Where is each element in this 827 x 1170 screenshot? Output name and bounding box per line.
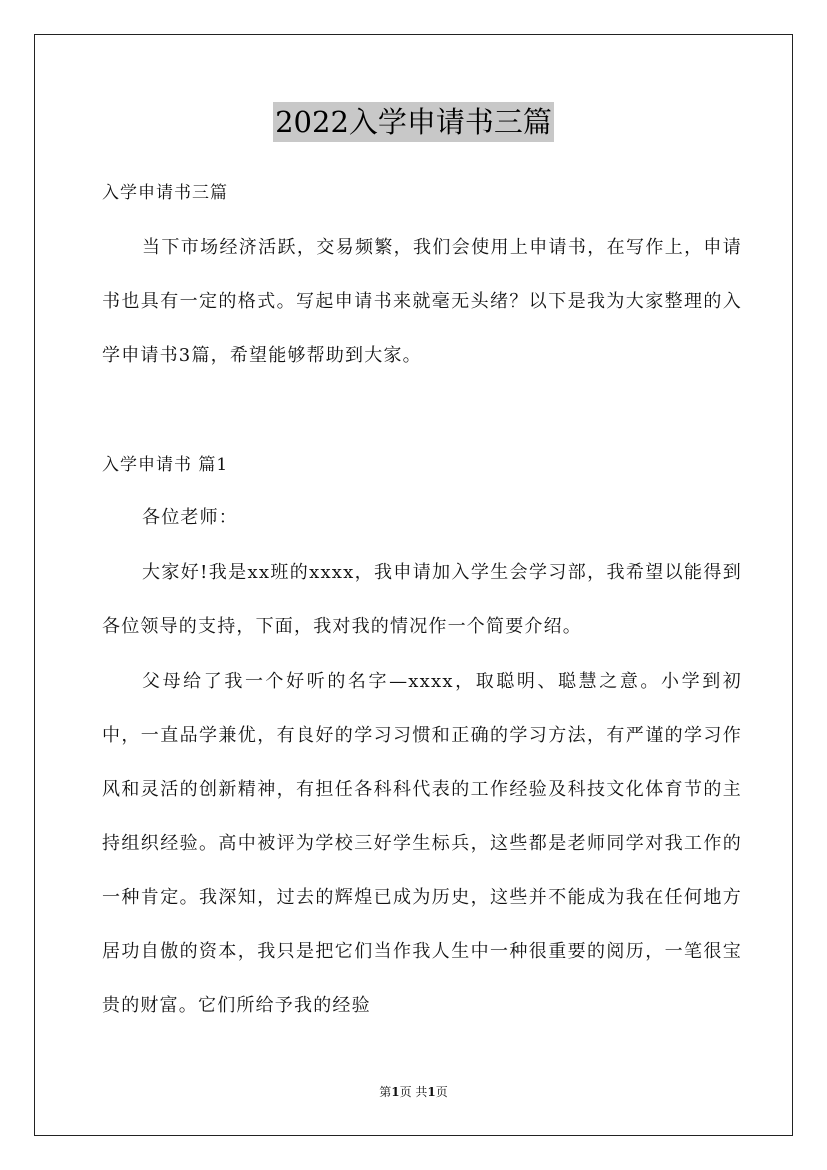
section1-heading: 入学申请书 篇1 — [102, 455, 229, 475]
footer-suffix: 页 — [435, 1085, 448, 1099]
page-footer — [0, 1084, 827, 1100]
intro-heading: 入学申请书三篇 — [102, 183, 228, 203]
document-title — [0, 102, 827, 142]
footer-total-pages: 1 — [427, 1085, 436, 1099]
salutation: 各位老师： — [142, 507, 238, 528]
footer-prefix: 第 — [379, 1085, 392, 1099]
paragraph-2: 父母给了我一个好听的名字—xxxx，取聪明、聪慧之意。小学到初中，一直品学兼优，有良好的学习习惯和正确的学习方法，有严谨的学习作风和灵活的创新精神，有担任各科科代表的工作经验及科技文化体育节的主持组织经验。高中被评为学校三好学生标兵，这些都是老师同学对我工作的一种肯定。我深知，过去的辉煌已成为历史，这些并不能成为我在任何地方居功自傲的资本，我只是把它们当作我人生中一种很重要的阅历，一笔很宝贵的财富。它们所给予我的经验 — [102, 671, 742, 1016]
footer-page-number: 1 — [391, 1085, 400, 1099]
paragraph-1: 大家好!我是xx班的xxxx，我申请加入学生会学习部，我希望以能得到各位领导的支持，下面，我对我的情况作一个简要介绍。 — [102, 562, 742, 637]
intro-paragraph: 当下市场经济活跃，交易频繁，我们会使用上申请书，在写作上，申请书也具有一定的格式。写起申请书来就毫无头绪？以下是我为大家整理的入学申请书3篇，希望能够帮助到大家。 — [102, 237, 742, 366]
document-title-text: 2022入学申请书三篇 — [273, 102, 554, 142]
footer-mid: 页 共 — [399, 1085, 428, 1099]
